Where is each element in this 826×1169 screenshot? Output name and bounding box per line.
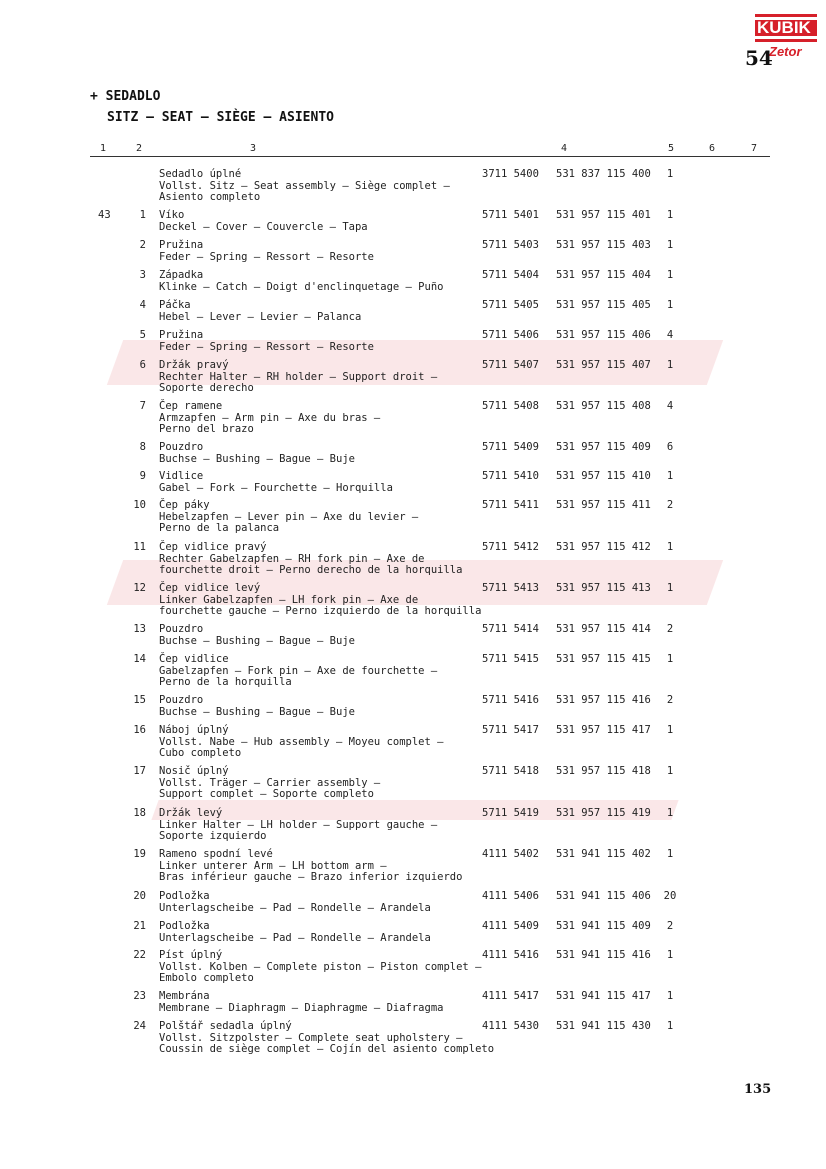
- col-header-2: 2: [136, 143, 143, 154]
- quantity: 2: [666, 499, 674, 511]
- part-name-translation: Linker Halter — LH holder — Support gauche —: [159, 818, 438, 831]
- quantity: 1: [666, 653, 674, 665]
- part-name-translation: Klinke — Catch — Doigt d'enclinquetage — Puño: [159, 280, 444, 293]
- part-number: 531 941 115 402: [556, 848, 651, 860]
- part-description: [159, 921, 479, 944]
- quantity: 1: [666, 239, 674, 251]
- part-code: 5711 5417: [482, 724, 539, 736]
- part-description: [159, 695, 479, 718]
- part-number: 531 957 115 412: [556, 541, 651, 553]
- part-code: 5711 5408: [482, 400, 539, 412]
- part-code: 4111 5417: [482, 990, 539, 1002]
- part-code: 5711 5406: [482, 329, 539, 341]
- part-description: [159, 330, 479, 353]
- part-number: 531 957 115 406: [556, 329, 651, 341]
- position-number: 21: [133, 920, 146, 932]
- part-name-cs: Polštář sedadla úplný: [159, 1020, 292, 1032]
- part-code: 5711 5412: [482, 541, 539, 553]
- part-name-cs: Pouzdro: [159, 694, 204, 706]
- part-name-translation: Vollst. Träger — Carrier assembly —: [159, 776, 381, 789]
- part-name-cs: Vidlice: [159, 470, 204, 482]
- part-code: 4111 5416: [482, 949, 539, 961]
- page-number-top: 54: [745, 46, 773, 70]
- part-name-translation: Vollst. Sitzpolster — Complete seat upholstery —: [159, 1031, 463, 1044]
- part-name-cs: Pružina: [159, 239, 204, 251]
- section-title: + SEDADLO: [90, 89, 161, 104]
- part-name-translation: Soporte izquierdo: [159, 830, 267, 842]
- part-code: 5711 5407: [482, 359, 539, 371]
- logo-brand: KUBIK: [757, 18, 811, 37]
- part-description: [159, 624, 479, 647]
- part-number: 531 957 115 418: [556, 765, 651, 777]
- part-name-cs: Páčka: [159, 299, 191, 311]
- position-number: 18: [133, 807, 146, 819]
- part-name-translation: Vollst. Sitz — Seat assembly — Siège complet —: [159, 179, 450, 192]
- position-number: 8: [139, 441, 146, 453]
- part-number: 531 957 115 414: [556, 623, 651, 635]
- part-code: 5711 5411: [482, 499, 539, 511]
- part-description: [159, 401, 479, 436]
- part-description: [159, 471, 479, 494]
- section-subtitle: SITZ — SEAT — SIÈGE — ASIENTO: [107, 110, 334, 125]
- part-name-translation: Embolo completo: [159, 972, 254, 984]
- part-name-translation: Buchse — Bushing — Bague — Buje: [159, 705, 355, 718]
- part-name-translation: Vollst. Nabe — Hub assembly — Moyeu complet —: [159, 735, 444, 748]
- quantity: 4: [666, 400, 674, 412]
- part-description: [159, 849, 479, 884]
- part-name-cs: Pružina: [159, 329, 204, 341]
- part-name-translation: Buchse — Bushing — Bague — Buje: [159, 634, 355, 647]
- part-name-cs: Západka: [159, 269, 204, 281]
- position-number: 24: [133, 1020, 146, 1032]
- part-name-cs: Víko: [159, 209, 185, 221]
- part-name-cs: Podložka: [159, 920, 210, 932]
- part-name-translation: Buchse — Bushing — Bague — Buje: [159, 452, 355, 465]
- header-divider: [90, 156, 770, 157]
- quantity: 1: [666, 807, 674, 819]
- quantity: 1: [666, 582, 674, 594]
- figure-number: 43: [98, 209, 111, 221]
- position-number: 19: [133, 848, 146, 860]
- part-number: 531 957 115 403: [556, 239, 651, 251]
- part-description: [159, 542, 479, 577]
- quantity: 1: [666, 209, 674, 221]
- part-name-translation: Unterlagscheibe — Pad — Rondelle — Arandela: [159, 901, 431, 914]
- part-description: [159, 891, 479, 914]
- part-name-translation: Asiento completo: [159, 191, 261, 203]
- part-name-cs: Podložka: [159, 890, 210, 902]
- part-code: 4111 5406: [482, 890, 539, 902]
- col-header-4: 4: [561, 143, 568, 154]
- part-name-translation: Armzapfen — Arm pin — Axe du bras —: [159, 411, 381, 424]
- page-number-footer: 135: [744, 1082, 772, 1097]
- part-name-cs: Píst úplný: [159, 949, 223, 961]
- part-number: 531 957 115 404: [556, 269, 651, 281]
- part-code: 4111 5402: [482, 848, 539, 860]
- part-code: 5711 5418: [482, 765, 539, 777]
- part-number: 531 957 115 405: [556, 299, 651, 311]
- part-code: 5711 5409: [482, 441, 539, 453]
- position-number: 20: [133, 890, 146, 902]
- part-name-cs: Membrána: [159, 990, 210, 1002]
- part-description: [159, 582, 482, 618]
- logo-badge: [755, 14, 817, 42]
- part-name-translation: Membrane — Diaphragm — Diaphragme — Diafragma: [159, 1001, 444, 1014]
- quantity: 1: [666, 168, 674, 180]
- part-code: 5711 5410: [482, 470, 539, 482]
- part-code: 5711 5414: [482, 623, 539, 635]
- part-description: [159, 300, 479, 323]
- part-number: 531 941 115 409: [556, 920, 651, 932]
- part-name-translation: Support complet — Soporte completo: [159, 788, 374, 800]
- quantity: 1: [666, 299, 674, 311]
- part-name-translation: Vollst. Kolben — Complete piston — Piston complet —: [159, 960, 482, 973]
- part-number: 531 957 115 416: [556, 694, 651, 706]
- part-name-cs: Držák pravý: [159, 359, 229, 371]
- quantity: 1: [666, 1020, 674, 1032]
- part-number: 531 941 115 416: [556, 949, 651, 961]
- part-name-translation: Bras inférieur gauche — Brazo inferior izquierdo: [159, 871, 463, 883]
- part-number: 531 957 115 413: [556, 582, 651, 594]
- part-description: [159, 654, 479, 689]
- quantity: 1: [666, 269, 674, 281]
- part-name-cs: Pouzdro: [159, 623, 204, 635]
- part-description: [159, 210, 479, 233]
- part-name-translation: fourchette gauche — Perno izquierdo de la horquilla: [159, 605, 482, 617]
- part-description: [159, 1020, 495, 1056]
- position-number: 17: [133, 765, 146, 777]
- position-number: 15: [133, 694, 146, 706]
- quantity: 2: [666, 694, 674, 706]
- col-header-3: 3: [250, 143, 257, 154]
- position-number: 4: [139, 299, 146, 311]
- part-name-translation: Feder — Spring — Ressort — Resorte: [159, 340, 374, 353]
- part-code: 5711 5404: [482, 269, 539, 281]
- quantity: 6: [666, 441, 674, 453]
- position-number: 10: [133, 499, 146, 511]
- part-name-translation: Deckel — Cover — Couvercle — Tapa: [159, 220, 368, 233]
- position-number: 22: [133, 949, 146, 961]
- part-name-cs: Náboj úplný: [159, 724, 229, 736]
- part-name-cs: Držák levý: [159, 807, 223, 819]
- part-code: 4111 5430: [482, 1020, 539, 1032]
- part-description: [159, 725, 479, 760]
- part-name-cs: Rameno spodní levé: [159, 848, 273, 860]
- part-name-cs: Sedadlo úplné: [159, 168, 242, 180]
- part-name-translation: Soporte derecho: [159, 382, 254, 394]
- part-description: [159, 500, 479, 535]
- part-name-cs: Čep vidlice pravý: [159, 541, 267, 553]
- part-name-cs: Čep vidlice levý: [159, 582, 261, 594]
- col-header-5: 5: [668, 143, 675, 154]
- part-description: [159, 766, 479, 801]
- position-number: 12: [133, 582, 146, 594]
- part-name-cs: Nosič úplný: [159, 765, 229, 777]
- part-number: 531 957 115 410: [556, 470, 651, 482]
- part-code: 5711 5416: [482, 694, 539, 706]
- part-number: 531 957 115 409: [556, 441, 651, 453]
- part-name-cs: Pouzdro: [159, 441, 204, 453]
- part-name-cs: Čep vidlice: [159, 653, 229, 665]
- part-name-translation: Feder — Spring — Ressort — Resorte: [159, 250, 374, 263]
- part-code: 5711 5403: [482, 239, 539, 251]
- position-number: 16: [133, 724, 146, 736]
- quantity: 1: [666, 848, 674, 860]
- part-number: 531 957 115 401: [556, 209, 651, 221]
- position-number: 14: [133, 653, 146, 665]
- part-number: 531 957 115 419: [556, 807, 651, 819]
- quantity: 2: [666, 920, 674, 932]
- part-number: 531 957 115 415: [556, 653, 651, 665]
- part-name-cs: Čep ramene: [159, 400, 223, 412]
- quantity: 1: [666, 541, 674, 553]
- quantity: 1: [666, 949, 674, 961]
- part-name-translation: Coussin de siège complet — Cojín del asiento completo: [159, 1043, 495, 1055]
- quantity: 1: [666, 765, 674, 777]
- part-code: 5711 5405: [482, 299, 539, 311]
- position-number: 23: [133, 990, 146, 1002]
- quantity: 1: [666, 359, 674, 371]
- part-description: [159, 808, 479, 843]
- part-name-translation: Perno del brazo: [159, 423, 254, 435]
- part-description: [159, 270, 479, 293]
- part-description: [159, 360, 479, 395]
- part-description: [159, 169, 479, 204]
- part-number: 531 957 115 417: [556, 724, 651, 736]
- quantity: 20: [663, 890, 677, 902]
- col-header-6: 6: [709, 143, 716, 154]
- part-code: 5711 5401: [482, 209, 539, 221]
- part-number: 531 957 115 411: [556, 499, 651, 511]
- position-number: 2: [139, 239, 146, 251]
- part-number: 531 837 115 400: [556, 168, 651, 180]
- part-name-translation: Gabel — Fork — Fourchette — Horquilla: [159, 481, 393, 494]
- position-number: 5: [139, 329, 146, 341]
- position-number: 6: [139, 359, 146, 371]
- position-number: 13: [133, 623, 146, 635]
- col-header-1: 1: [100, 143, 107, 154]
- part-name-translation: Cubo completo: [159, 747, 242, 759]
- position-number: 9: [139, 470, 146, 482]
- part-number: 531 941 115 406: [556, 890, 651, 902]
- part-description: [159, 949, 482, 985]
- col-header-7: 7: [751, 143, 758, 154]
- quantity: 1: [666, 470, 674, 482]
- part-description: [159, 442, 479, 465]
- part-name-translation: Rechter Halter — RH holder — Support droit —: [159, 370, 438, 383]
- part-name-translation: Hebel — Lever — Levier — Palanca: [159, 310, 362, 323]
- quantity: 4: [666, 329, 674, 341]
- position-number: 7: [139, 400, 146, 412]
- part-code: 5711 5413: [482, 582, 539, 594]
- part-name-translation: Perno de la horquilla: [159, 676, 292, 688]
- part-name-cs: Čep páky: [159, 499, 210, 511]
- position-number: 1: [139, 209, 146, 221]
- part-name-translation: fourchette droit — Perno derecho de la horquilla: [159, 564, 463, 576]
- part-name-translation: Linker Gabelzapfen — LH fork pin — Axe de: [159, 593, 419, 606]
- part-name-translation: Perno de la palanca: [159, 522, 280, 534]
- part-name-translation: Linker unterer Arm — LH bottom arm —: [159, 859, 387, 872]
- part-code: 4111 5409: [482, 920, 539, 932]
- part-number: 531 941 115 417: [556, 990, 651, 1002]
- part-name-translation: Hebelzapfen — Lever pin — Axe du levier —: [159, 510, 419, 523]
- part-description: [159, 991, 479, 1014]
- part-name-translation: Unterlagscheibe — Pad — Rondelle — Arandela: [159, 931, 431, 944]
- part-number: 531 957 115 408: [556, 400, 651, 412]
- part-name-translation: Gabelzapfen — Fork pin — Axe de fourchette —: [159, 664, 438, 677]
- position-number: 3: [139, 269, 146, 281]
- part-code: 5711 5419: [482, 807, 539, 819]
- part-number: 531 957 115 407: [556, 359, 651, 371]
- quantity: 1: [666, 990, 674, 1002]
- position-number: 11: [133, 541, 146, 553]
- part-number: 531 941 115 430: [556, 1020, 651, 1032]
- quantity: 2: [666, 623, 674, 635]
- part-code: 3711 5400: [482, 168, 539, 180]
- part-description: [159, 240, 479, 263]
- logo-sub: Zetor: [769, 44, 802, 59]
- part-code: 5711 5415: [482, 653, 539, 665]
- part-name-translation: Rechter Gabelzapfen — RH fork pin — Axe de: [159, 552, 425, 565]
- quantity: 1: [666, 724, 674, 736]
